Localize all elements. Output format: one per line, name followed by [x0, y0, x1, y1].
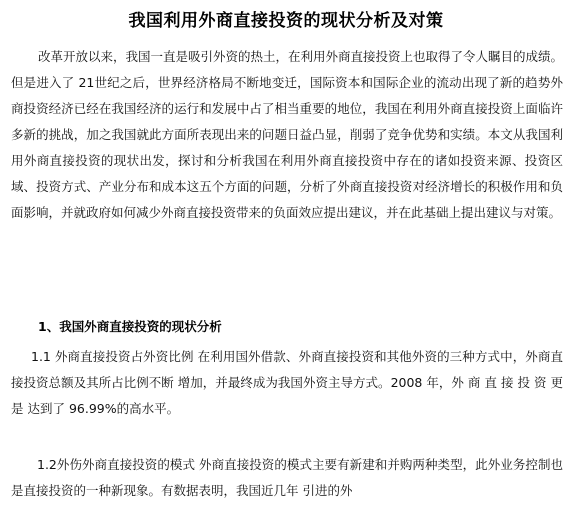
- section-heading: 1、我国外商直接投资的现状分析: [38, 319, 222, 334]
- intro-paragraph: 改革开放以来，我国一直是吸引外资的热土，在利用外商直接投资上也取得了令人瞩目的成绩。但是进入了 21世纪之后，世界经济格局不断地变迁，国际资本和国际企业的流动出现了新的趋势外商投资经济已经在我国经济的运行和发展中占了相当重要的地位，我国在利用外商直接投资上面临许多新的挑战，加之我国就此方面所表现出来的问题日益凸显，削弱了竞争优势和实绩。本文从我国利用外商直接投资的现状出发，探讨和分析我国在利用外商直接投资中存在的诸如投资来源、投资区域、投资方式、产业分布和成本这五个方面的问题，分析了外商直接投资对经济增长的积极作用和负面影响，并就政府如何减少外商直接投资带来的负面效应提出建议，并在此基础上提出建议与对策。: [11, 49, 564, 220]
- section-1-1-paragraph: 1.1 外商直接投资占外资比例 在利用国外借款、外商直接投资和其他外资的三种方式中，外商直接投资总额及其所占比例不断 增加，并最终成为我国外资主导方式。2008 年，外 商 直 接 投 资 更 是 达到了 96.99%的高水平。: [11, 349, 563, 416]
- section-1-2-paragraph: 1.2外伤外商直接投资的模式 外商直接投资的模式主要有新建和并购两种类型，此外业务控制也是直接投资的一种新现象。有数据表明，我国近几年 引进的外: [11, 457, 563, 498]
- document-title: 我国利用外商直接投资的现状分析及对策: [128, 11, 444, 31]
